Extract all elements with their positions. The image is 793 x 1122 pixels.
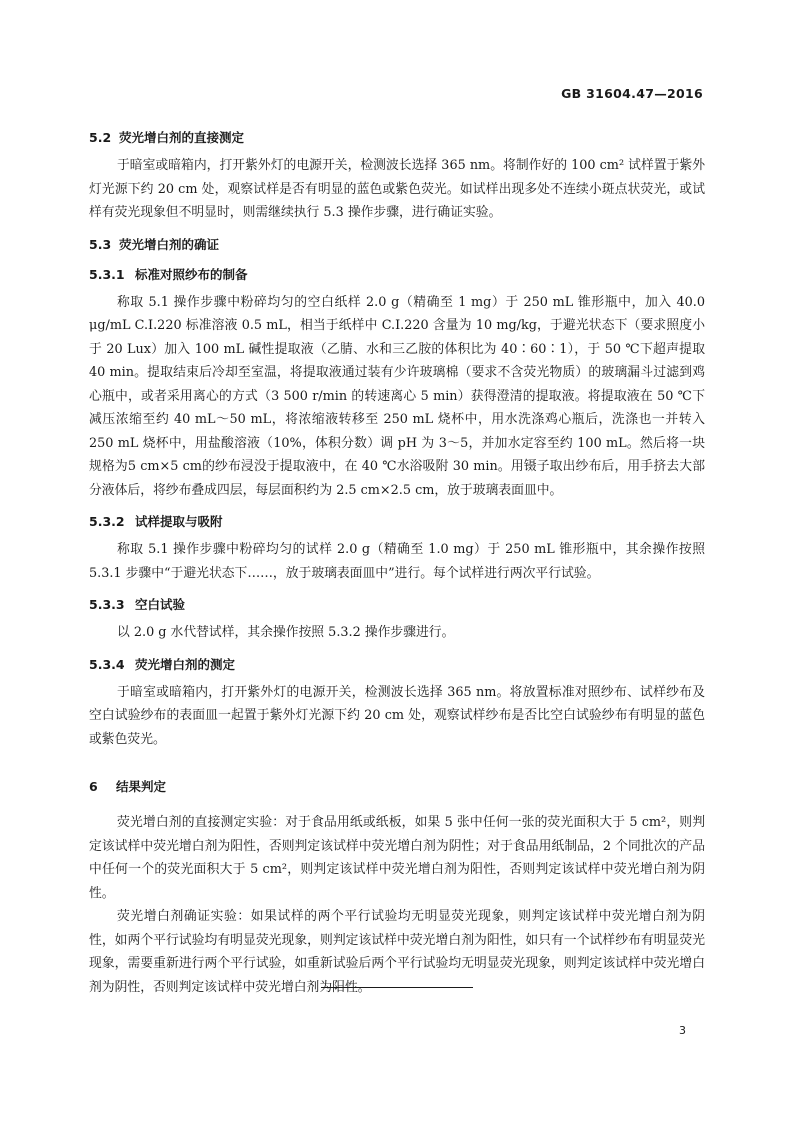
section-title: 空白试验 bbox=[135, 597, 186, 612]
page-number: 3 bbox=[679, 1024, 686, 1037]
section-5-2-heading bbox=[89, 128, 705, 148]
section-number: 5.3 bbox=[89, 236, 112, 252]
section-5-3-4-paragraph: 于暗室或暗箱内，打开紫外灯的电源开关，检测波长选择 365 nm。将放置标准对照纱布、试样纱布及空白试验纱布的表面皿一起置于紫外灯光源下约 20 cm 处，观察试样纱布是否比空白试验纱布有明显的蓝色或紫色荧光。 bbox=[89, 684, 705, 747]
section-title: 荧光增白剂的测定 bbox=[135, 656, 236, 672]
section-6-paragraph-direct: 荧光增白剂的直接测定实验：对于食品用纸或纸板，如果 5 张中任何一张的荧光面积大于 5 cm²，则判定该试样中荧光增白剂为阳性，否则判定该试样中荧光增白剂为阴性；对于食品用纸制品，2 个同批次的产品中任何一个的荧光面积大于 5 cm²，则判定该试样中荧光增白剂为阳性，否则判定该试样中荧光增白剂为阴性。 bbox=[89, 815, 705, 901]
section-title: 荧光增白剂的确证 bbox=[119, 236, 220, 252]
section-number: 5.3.3 bbox=[89, 597, 125, 612]
section-5-3-2-heading bbox=[89, 512, 705, 532]
end-of-document-rule bbox=[321, 987, 473, 988]
section-title: 结果判定 bbox=[116, 779, 167, 794]
document-body bbox=[89, 128, 705, 999]
section-5-3-1-heading bbox=[89, 265, 705, 285]
section-6-heading bbox=[89, 777, 705, 797]
section-5-3-1-paragraph: 称取 5.1 操作步骤中粉碎均匀的空白纸样 2.0 g（精确至 1 mg）于 250 mL 锥形瓶中，加入 40.0 μg/mL C.I.220 标准溶液 0.5 mL，相当于纸样中 C.I.220 含量为 10 mg/kg，于避光状态下（要求照度小于 20 Lux）加入 100 mL 碱性提取液（乙腈、水和三乙胺的体积比为 40∶60∶1），于 50 ℃下超声提取 40 min。提取结束后冷却至室温，将提取液通过装有少许玻璃棉（要求不含荧光物质）的玻璃漏斗过滤到鸡心瓶中，或者采用离心的方式（3 500 r/min 的转速离心 5 min）获得澄清的提取液。将提取液在 50 ℃下减压浓缩至约 40 mL～50 mL，将浓缩液转移至 250 mL 烧杯中，用水洗涤鸡心瓶后，洗涤也一并转入 250 mL 烧杯中，用盐酸溶液（10%，体积分数）调 pH 为 3～5，并加水定容至约 100 mL。然后将一块规格为5 cm×5 cm的纱布浸没于提取液中，在 40 ℃水浴吸附 30 min。用镊子取出纱布后，用手挤去大部分液体后，将纱布叠成四层，每层面积约为 2.5 cm×2.5 cm，放于玻璃表面皿中。 bbox=[89, 294, 705, 498]
section-5-3-2-paragraph: 称取 5.1 操作步骤中粉碎均匀的试样 2.0 g（精确至 1.0 mg）于 250 mL 锥形瓶中，其余操作按照 5.3.1 步骤中“于避光状态下……，放于玻璃表面皿中”进行。每个试样进行两次平行试验。 bbox=[89, 542, 705, 581]
section-number: 5.3.4 bbox=[89, 656, 125, 672]
section-5-3-4-heading bbox=[89, 655, 705, 675]
section-title: 试样提取与吸附 bbox=[135, 514, 223, 529]
section-5-3-3-heading bbox=[89, 595, 705, 615]
section-title: 荧光增白剂的直接测定 bbox=[119, 130, 245, 145]
section-number: 5.3.1 bbox=[89, 266, 125, 282]
section-number: 5.2 bbox=[89, 130, 112, 145]
section-number: 5.3.2 bbox=[89, 514, 125, 529]
section-5-3-heading bbox=[89, 235, 705, 255]
section-5-2-paragraph: 于暗室或暗箱内，打开紫外灯的电源开关，检测波长选择 365 nm。将制作好的 100 cm² 试样置于紫外灯光源下约 20 cm 处，观察试样是否有明显的蓝色或紫色荧光。如试样出现多处不连续小斑点状荧光，或试样有荧光现象但不明显时，则需继续执行 5.3 操作步骤，进行确证实验。 bbox=[89, 158, 705, 220]
section-title: 标准对照纱布的制备 bbox=[135, 266, 248, 282]
section-number: 6 bbox=[89, 779, 98, 794]
section-6-paragraph-confirm: 荧光增白剂确证实验：如果试样的两个平行试验均无明显荧光现象，则判定该试样中荧光增白剂为阴性，如两个平行试验均有明显荧光现象，则判定该试样中荧光增白剂为阳性，如只有一个试样纱布有明显荧光现象，需要重新进行两个平行试验，如重新试验后两个平行试验均无明显荧光现象，则判定该试样中荧光增白剂为阴性，否则判定该试样中荧光增白剂为阳性。 bbox=[89, 909, 705, 995]
standard-number: GB 31604.47—2016 bbox=[561, 86, 703, 101]
section-5-3-3-paragraph: 以 2.0 g 水代替试样，其余操作按照 5.3.2 操作步骤进行。 bbox=[117, 625, 455, 640]
